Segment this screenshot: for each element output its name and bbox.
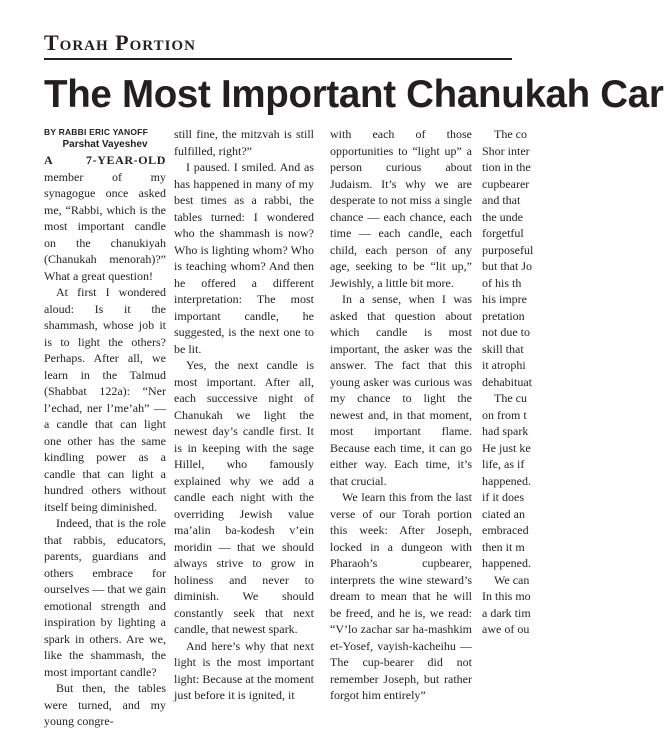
column-line: He just ke bbox=[482, 440, 531, 455]
article-headline: The Most Important Chanukah Car bbox=[44, 73, 664, 116]
column-line: dehabituat bbox=[482, 374, 532, 389]
column-line: and that bbox=[482, 193, 521, 207]
column-line: happened. bbox=[482, 473, 531, 488]
column-line: In this mo bbox=[482, 589, 531, 603]
paragraph: But then, the tables were turned, and my young congre- bbox=[44, 681, 166, 728]
paragraph: I paused. I smiled. And as has happened in many of my best times as a rabbi, the tables turned: I wondered who the shammash is now? Who is lighting whom? Who is teaching whom? And then he offered a different interpretation: The most important candle, he suggested, is the next one to be lit. bbox=[174, 160, 314, 356]
column-line: cupbearer bbox=[482, 176, 530, 191]
column-line: pretation bbox=[482, 308, 525, 323]
paragraph: We learn this from the last verse of our Torah portion this week: After Joseph, locked in a dungeon with Pharaoh’s cupbearer, interprets the wine steward’s dream to mean that he will be freed, and he is, we read: “V’lo zachar sar ha-mashkim et-Yosef, vayish-kacheihu — The cup-bearer did not remember Joseph, but rather forgot him entirely” bbox=[330, 490, 472, 702]
parsha-name: Parshat Vayeshev bbox=[62, 139, 148, 150]
paragraph: Yes, the next candle is most important. After all, each successive night of Chanukah we light the newest day’s candle first. It is in keeping with the sage Hillel, who famously explained why we add a candle each night with the overriding Jewish value ma’alin ba-kodesh v’ein moridin — that we should always strive to grow in holiness and never to diminish. We should constantly seek that next candle, that newest spark. bbox=[174, 358, 314, 636]
column-line: purposeful bbox=[482, 242, 534, 257]
byline: BY RABBI ERIC YANOFF bbox=[44, 127, 148, 137]
column-line: the unde bbox=[482, 209, 523, 224]
column-line: his impre bbox=[482, 292, 527, 306]
column-line: happened. bbox=[482, 556, 531, 570]
column-line: a dark tim bbox=[482, 605, 531, 620]
section-rule bbox=[44, 58, 512, 60]
article-column-2 bbox=[174, 126, 314, 704]
article-column-4 bbox=[482, 126, 542, 638]
column-line: then it m bbox=[482, 539, 525, 554]
column-line: of his th bbox=[482, 275, 522, 290]
lead-text: member of my synagogue once asked me, “Rabbi, which is the most important candle on the chanukiyah (Chanukah menorah)?” What a great question! bbox=[44, 169, 166, 283]
column-line: life, as if bbox=[482, 457, 525, 471]
column-line: ciated an bbox=[482, 506, 525, 521]
column-line: not due to bbox=[482, 325, 530, 339]
lead-paragraph bbox=[44, 152, 166, 284]
column-line: embraced bbox=[482, 523, 529, 537]
column-line: We can bbox=[494, 572, 530, 587]
column-line: awe of ou bbox=[482, 622, 530, 636]
article-column-3 bbox=[330, 126, 472, 704]
column-line: on from t bbox=[482, 407, 527, 422]
paragraph: Indeed, that is the role that rabbis, educators, parents, guardians and others embrace for ourselves — that we gain emotional strength and inspiration by lighting a spark in others. Are we, like the shammash, the most important candle? bbox=[44, 516, 166, 679]
section-header: Torah Portion bbox=[44, 30, 196, 55]
paragraph: And here’s why that next light is the most important light: Because at the moment just before it is ignited, it bbox=[174, 638, 314, 702]
column-line: The co bbox=[494, 127, 527, 141]
paragraph: with each of those opportunities to “light up” a person curious about Judaism. It’s why we are desperate to not miss a single chance — each chance, each time — each candle, each child, each person of any age, seeking to be “lit up,” Jewishly, a little bit more. bbox=[330, 127, 472, 290]
article-column-1 bbox=[44, 126, 166, 730]
column-line: but that Jo bbox=[482, 259, 532, 273]
column-line: had spark bbox=[482, 424, 529, 438]
paragraph: still fine, the mitzvah is still fulfilled, right?” bbox=[174, 127, 314, 158]
column-line: The cu bbox=[494, 391, 527, 405]
column-line: Shor inter bbox=[482, 143, 530, 158]
lead-in: A 7-YEAR-OLD bbox=[44, 153, 166, 167]
column-line: it atrophi bbox=[482, 358, 526, 372]
paragraph: In a sense, when I was asked that question about which candle is most important, the asker was the answer. The fact that this young asker was curious was my chance to light the newest and, in that moment, most important flame. Because each time, it can go either way. Each time, it’s that crucial. bbox=[330, 292, 472, 488]
column-line: tion in the bbox=[482, 160, 531, 174]
column-line: forgetful bbox=[482, 226, 524, 240]
column-line: skill that bbox=[482, 341, 524, 356]
column-line: if it does bbox=[482, 490, 524, 504]
paragraph: At first I wondered aloud: Is it the shammash, whose job it is to light the others? Perhaps. After all, we learn in the Talmud (Shabbat 122a): “Ner l’echad, ner l’me’ah” — a candle that can light one other has the same kindling power as a candle that can light a hundred others without itself being diminished. bbox=[44, 285, 166, 514]
